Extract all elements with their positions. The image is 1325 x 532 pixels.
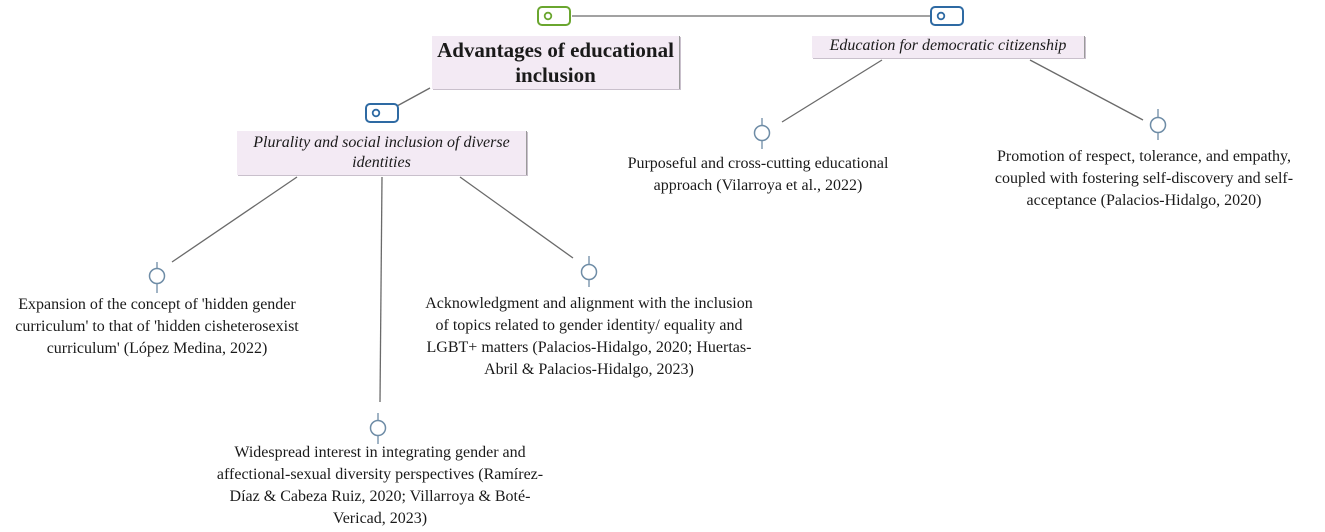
root-code-label: Advantages of educational inclusion (437, 38, 674, 87)
finding-4-quotation-icon (755, 118, 770, 149)
finding-3-text[interactable]: Widespread interest in integrating gender and affectional-sexual diversity perspectives (Ramírez-Díaz & Cabeza Ruiz, 2020; Villarroya & Boté-Vericad, 2023) (216, 444, 544, 527)
citizenship-code-tag-icon (931, 7, 963, 25)
finding-1-text[interactable]: Expansion of the concept of 'hidden gender curriculum' to that of 'hidden cisheterosexist curriculum' (López Medina, 2022) (15, 296, 299, 357)
finding-1-quotation-icon (150, 262, 165, 293)
finding-2-text[interactable]: Acknowledgment and alignment with the inclusion of topics related to gender identity/ equality and LGBT+ matters (Palacios-Hidalgo, 2020; Huertas-Abril & Palacios-Hidalgo, 2023) (425, 295, 753, 378)
edge-plurality-to-finding-2 (460, 177, 573, 258)
category-plurality-box[interactable] (237, 131, 527, 175)
edge-root-to-plurality (397, 88, 430, 106)
category-citizenship-label: Education for democratic citizenship (829, 37, 1067, 54)
finding-3-quotation-icon (371, 413, 386, 444)
root-code-box[interactable] (432, 36, 680, 89)
edge-citizenship-to-finding-4 (782, 60, 882, 122)
finding-4-text[interactable]: Purposeful and cross-cutting educational approach (Vilarroya et al., 2022) (627, 155, 889, 194)
finding-5-quotation-icon (1151, 109, 1166, 140)
finding-2-quotation-icon (582, 256, 597, 287)
plurality-code-tag-icon (366, 104, 398, 122)
edge-plurality-to-finding-3 (380, 177, 382, 402)
edge-citizenship-to-finding-5 (1030, 60, 1143, 120)
edge-plurality-to-finding-1 (172, 177, 297, 262)
category-citizenship-box[interactable] (812, 36, 1085, 58)
category-plurality-label: Plurality and social inclusion of diverse identities (253, 134, 510, 171)
root-code-tag-icon (538, 7, 570, 25)
finding-5-text[interactable]: Promotion of respect, tolerance, and empathy, coupled with fostering self-discovery and self-acceptance (Palacios-Hidalgo, 2020) (994, 148, 1294, 209)
